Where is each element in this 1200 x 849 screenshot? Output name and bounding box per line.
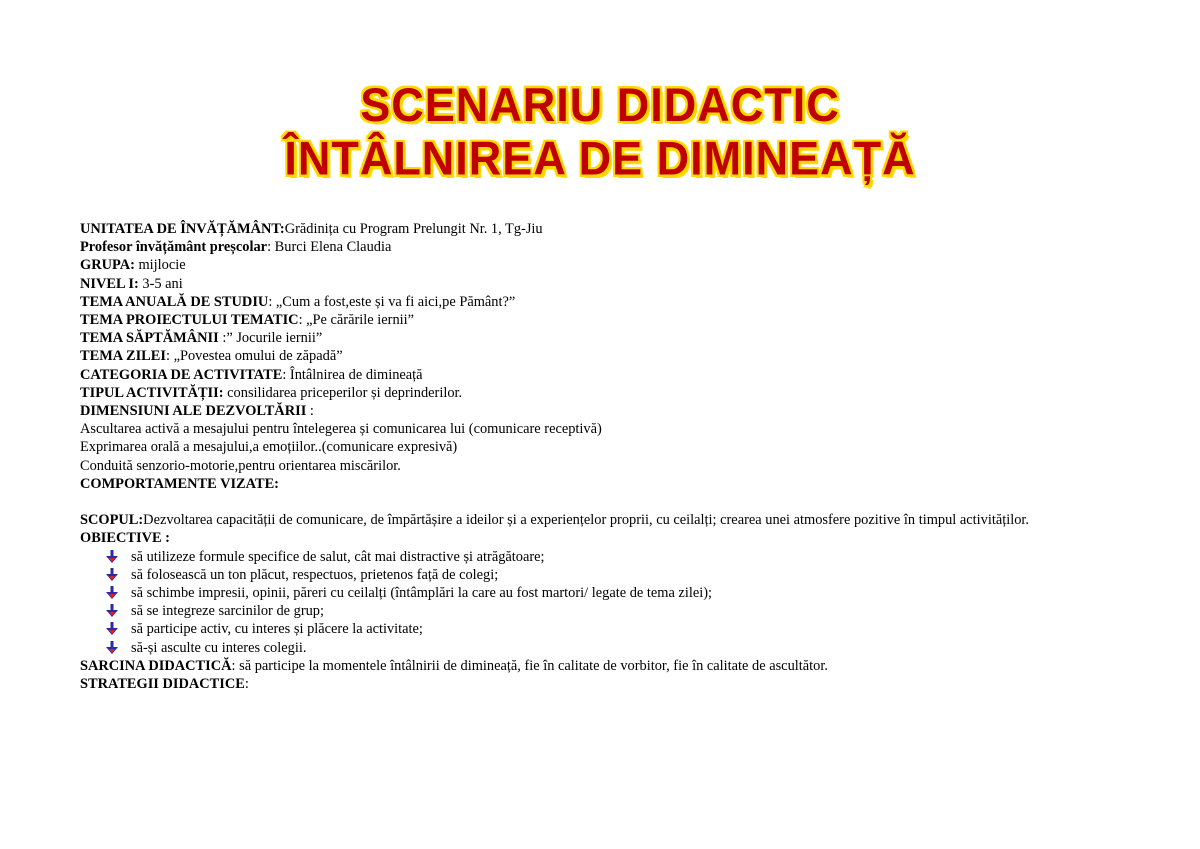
document-title — [0, 78, 1200, 186]
field-value: : „Pe cărările iernii” — [298, 312, 415, 329]
arrow-down-icon — [106, 568, 118, 581]
objective-text: să se integreze sarcinilor de grup; — [131, 603, 324, 620]
title-line-1: SCENARIU DIDACTIC — [360, 77, 840, 132]
section-text: Dezvoltarea capacității de comunicare, de împărtășire a ideilor și a experiențelor proprii, cu ceilalți; crearea unei atmosfere pozitive în timpul activităților. — [143, 512, 1030, 529]
strategii-didactice — [80, 675, 1120, 693]
blank-line — [80, 493, 1120, 511]
field-label: UNITATEA DE ÎNVĂȚĂMÂNT: — [80, 221, 285, 237]
field-grupa — [80, 256, 1120, 274]
field-label: TEMA ANUALĂ DE STUDIU — [80, 293, 269, 310]
dimensiuni-item: Conduită senzorio-motorie,pentru orientarea miscărilor. — [80, 457, 401, 474]
field-label: TIPUL ACTIVITĂȚII: — [80, 384, 224, 401]
list-item — [106, 584, 1120, 602]
section-label: SCOPUL: — [80, 512, 144, 529]
sarcina-didactica — [80, 657, 1120, 675]
field-value: Grădinița cu Program Prelungit Nr. 1, Tg-Jiu — [284, 221, 543, 237]
field-label: CATEGORIA DE ACTIVITATE — [80, 366, 283, 383]
arrow-down-icon — [106, 550, 118, 563]
arrow-down-icon — [106, 604, 118, 617]
objective-text: să participe activ, cu interes și plăcere la activitate; — [131, 621, 423, 638]
dimensiuni-heading — [80, 402, 1120, 420]
field-unitatea — [80, 220, 1120, 238]
field-tema-saptamanii — [80, 329, 1120, 347]
objective-text: să-și asculte cu interes colegii. — [131, 639, 307, 656]
scopul-paragraph — [80, 511, 1120, 529]
field-value: : „Povestea omului de zăpadă” — [165, 348, 343, 365]
dimensiuni-item: Ascultarea activă a mesajului pentru întelegerea și comunicarea lui (comunicare receptivă) — [80, 421, 602, 438]
field-profesor — [80, 238, 1120, 256]
list-item — [106, 602, 1120, 620]
field-categoria — [80, 366, 1120, 384]
field-nivel — [80, 275, 1120, 293]
section-suffix: : — [306, 403, 314, 420]
field-label: NIVEL I: — [80, 275, 139, 292]
list-item — [106, 620, 1120, 638]
obiective-list — [80, 548, 1120, 657]
field-label: TEMA ZILEI — [80, 348, 166, 365]
section-label: STRATEGII DIDACTICE — [80, 676, 245, 693]
section-text: : să participe la momentele întâlnirii de dimineață, fie în calitate de vorbitor, fie în calitate de ascultător. — [231, 657, 828, 674]
list-item — [106, 548, 1120, 566]
objective-text: să utilizeze formule specifice de salut, cât mai distractive și atrăgătoare; — [131, 548, 545, 565]
section-label: SARCINA DIDACTICĂ — [80, 657, 232, 674]
field-value: : Burci Elena Claudia — [267, 239, 392, 256]
arrow-down-icon — [106, 622, 118, 635]
objective-text: să schimbe impresii, opinii, păreri cu ceilalți (întâmplări la care au fost martori/ legate de tema zilei); — [131, 585, 712, 602]
field-label: Profesor învățământ preșcolar — [80, 239, 268, 256]
arrow-down-icon — [106, 586, 118, 599]
field-value: :” Jocurile iernii” — [218, 330, 323, 347]
list-item — [106, 566, 1120, 584]
arrow-down-icon — [106, 641, 118, 654]
document-body — [80, 220, 1120, 693]
field-tema-proiectului — [80, 311, 1120, 329]
dimensiuni-item: Exprimarea orală a mesajului,a emoțiilor..(comunicare expresivă) — [80, 439, 458, 456]
field-tipul — [80, 384, 1120, 402]
field-tema-anuala — [80, 293, 1120, 311]
comportamente-heading: COMPORTAMENTE VIZATE: — [80, 475, 279, 492]
field-value: consilidarea priceperilor și deprinderilor. — [223, 384, 463, 401]
section-label: DIMENSIUNI ALE DEZVOLTĂRII — [80, 403, 307, 420]
field-label: TEMA SĂPTĂMÂNII — [80, 330, 219, 347]
title-line-2: ÎNTÂLNIREA DE DIMINEAȚĂ — [284, 131, 916, 186]
field-tema-zilei — [80, 347, 1120, 365]
field-label: TEMA PROIECTULUI TEMATIC — [80, 312, 299, 329]
field-value: mijlocie — [134, 257, 186, 274]
field-value: : Întâlnirea de dimineață — [282, 366, 423, 383]
field-value: : „Cum a fost,este și va fi aici,pe Pământ?” — [268, 293, 516, 310]
section-text: : — [244, 676, 249, 693]
list-item — [106, 639, 1120, 657]
field-value: 3-5 ani — [138, 275, 183, 292]
field-label: GRUPA: — [80, 257, 135, 274]
objective-text: să folosească un ton plăcut, respectuos, prietenos față de colegi; — [131, 566, 499, 583]
obiective-heading: OBIECTIVE : — [80, 530, 170, 547]
